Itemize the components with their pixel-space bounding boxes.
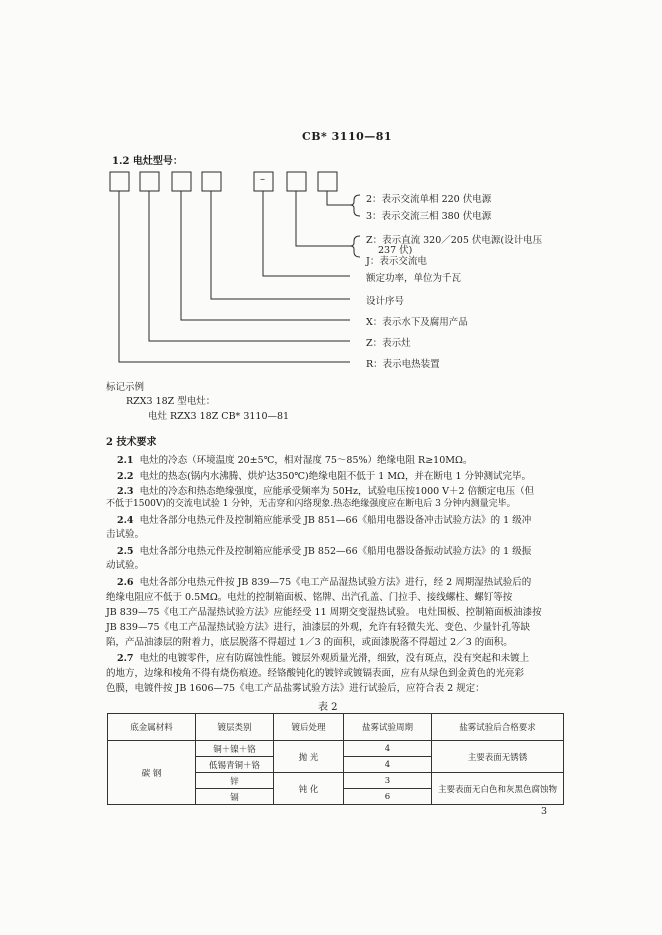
- cell-coating: 铜＋镍＋铬: [196, 741, 274, 757]
- clause-num: 2.5: [117, 546, 134, 557]
- clause-num: 2.3: [117, 486, 134, 497]
- clause-text: 电灶的冷态和热态绝缘强度，应能承受频率为 50Hz，试验电压按1000 V＋2 倍额定电压（但: [139, 486, 535, 497]
- clause-text: 色膜，电镀件按 JB 1606—75《电工产品盐雾试验方法》进行试验后，应符合表 2 规定：: [106, 683, 485, 694]
- header-coating: 镀层类别: [196, 714, 274, 741]
- example-line-2: 电灶 RZX3 18Z CB* 3110—81: [148, 411, 290, 422]
- code-box-6: [287, 172, 306, 191]
- clause-num: 2.7: [117, 653, 134, 664]
- salt-spray-table: [107, 713, 564, 805]
- cell-coating: 低锡青铜＋铬: [196, 757, 274, 773]
- clause-text: JB 839—75《电工产品湿热试验方法》应能经受 11 周期交变湿热试验。 电灶围板、控制箱面板油漆按: [106, 607, 542, 618]
- item-text: ：表示交流电: [369, 256, 427, 267]
- header-requirement: 盐雾试验后合格要求: [432, 714, 564, 741]
- brace-supply: [350, 195, 360, 216]
- code-box-7: [318, 172, 337, 191]
- leader-design: [211, 191, 350, 299]
- section-2-title: 2 技术要求: [106, 437, 157, 448]
- cell-cycles: 4: [344, 741, 432, 757]
- clause-num: 2.1: [117, 455, 134, 466]
- leader-supply: [327, 191, 350, 205]
- clause-text: 电灶的冷态（环境温度 20±5℃，相对湿度 75～85%）绝缘电阻 R≥10MΩ。: [139, 455, 473, 466]
- clause-text: 电灶各部分电热元件按 JB 839—75《电工产品湿热试验方法》进行，经 2 周期湿热试验后的: [139, 577, 532, 588]
- item-text: ：表示交流单相 220 伏电源: [372, 194, 492, 205]
- cell-cycles: 4: [344, 757, 432, 773]
- code-box-2: [140, 172, 159, 191]
- header-post-treatment: 镀后处理: [274, 714, 344, 741]
- model-heading: 1.2 电灶型号：: [112, 156, 183, 167]
- model-dash: –: [260, 174, 265, 185]
- clause-text: 的地方，边缘和棱角不得有烧伤痕迹。经铬酸钝化的镀锌或镀镉表面，应有从绿色到金黄色的光亮彩: [106, 668, 525, 679]
- item-text: ：表示水下及腐用产品: [372, 317, 468, 328]
- code-box-4: [202, 172, 221, 191]
- page-number: 3: [541, 806, 548, 817]
- table-row: [108, 741, 564, 757]
- leader-z: [149, 191, 350, 341]
- clause-text: JB 839—75《电工产品湿热试验方法》进行，油漆层的外观，允许有轻微失光、变色、少量针孔等缺: [106, 622, 531, 633]
- document-code-header: CB* 3110—81: [302, 130, 393, 143]
- leader-power: [263, 191, 350, 276]
- table-caption: 表 2: [318, 702, 338, 713]
- leader-x: [181, 191, 350, 320]
- clause-text: 击试验。: [106, 529, 145, 540]
- clause-text: 陷，产品油漆层的附着力，底层脱落不得超过 1／3 的面积，或面漆脱落不得超过 2／3 的面积。: [106, 637, 513, 648]
- cell-treatment: 钝 化: [274, 773, 344, 805]
- clause-text: 电灶的热态(锅内水沸腾、烘炉达350℃)绝缘电阻不低于 1 MΩ，并在断电 1 分钟测试完毕。: [139, 471, 532, 482]
- item-num: Z: [366, 235, 373, 246]
- item-num: J: [366, 256, 370, 267]
- cell-coating: 镉: [196, 789, 274, 805]
- leader-current: [296, 191, 350, 246]
- cell-requirement: 主要表面无锈锈: [432, 741, 564, 773]
- item-text: 额定功率，单位为千瓦: [366, 273, 462, 284]
- cell-cycles: 6: [344, 789, 432, 805]
- clause-text: 动试验。: [106, 560, 145, 571]
- cell-cycles: 3: [344, 773, 432, 789]
- clause-text: 电灶各部分电热元件及控制箱应能承受 JB 852—66《船用电器设备振动试验方法》的 1 级振: [139, 546, 532, 557]
- clause-text: 不低于1500V)的交流电试验 1 分钟，无击穿和闪络现象.热态绝缘强度应在断电后 3 分钟内测量完毕。: [106, 499, 516, 509]
- example-label: 标记示例: [106, 382, 145, 393]
- item-num: 2: [366, 194, 373, 205]
- header-base-metal: 底金属材料: [108, 714, 196, 741]
- cell-base-metal: 碳 钢: [108, 741, 196, 805]
- item-text: ：表示灶: [372, 338, 411, 349]
- item-text: ：表示直流 320／205 伏电源(设计电压: [372, 235, 543, 246]
- item-num: X: [366, 317, 373, 328]
- cell-coating: 锌: [196, 773, 274, 789]
- item-text: ：表示交流三相 380 伏电源: [372, 211, 492, 222]
- cell-treatment: 抛 光: [274, 741, 344, 773]
- cell-requirement: 主要表面无白色和灰黑色腐蚀物: [432, 773, 564, 805]
- item-text: ：表示电热装置: [373, 359, 440, 370]
- code-box-1: [110, 172, 129, 191]
- clause-num: 2.2: [117, 471, 134, 482]
- item-text: 设计序号: [366, 296, 405, 307]
- clause-text: 绝缘电阻应不低于 0.5MΩ。电灶的控制箱面板、铭牌、出汽孔盖、门拉手、接线螺柱、螺钉等按: [106, 592, 513, 603]
- header-cycles: 盐雾试验周期: [344, 714, 432, 741]
- item-num: 3: [366, 211, 373, 222]
- clause-num: 2.6: [117, 577, 134, 588]
- code-box-3: [172, 172, 191, 191]
- item-num: Z: [366, 338, 373, 349]
- example-line-1: RZX3 18Z 型电灶：: [126, 396, 216, 407]
- clause-text: 电灶各部分电热元件及控制箱应能承受 JB 851—66《船用电器设备冲击试验方法》的 1 级冲: [139, 515, 532, 526]
- item-text: 237 伏): [378, 245, 413, 256]
- brace-current: [350, 236, 360, 257]
- clause-text: 电灶的电镀零件，应有防腐蚀性能。镀层外观质量光滑，细致，没有斑点，没有突起和未镀上: [139, 653, 530, 664]
- clause-num: 2.4: [117, 515, 134, 526]
- item-num: R: [366, 359, 374, 370]
